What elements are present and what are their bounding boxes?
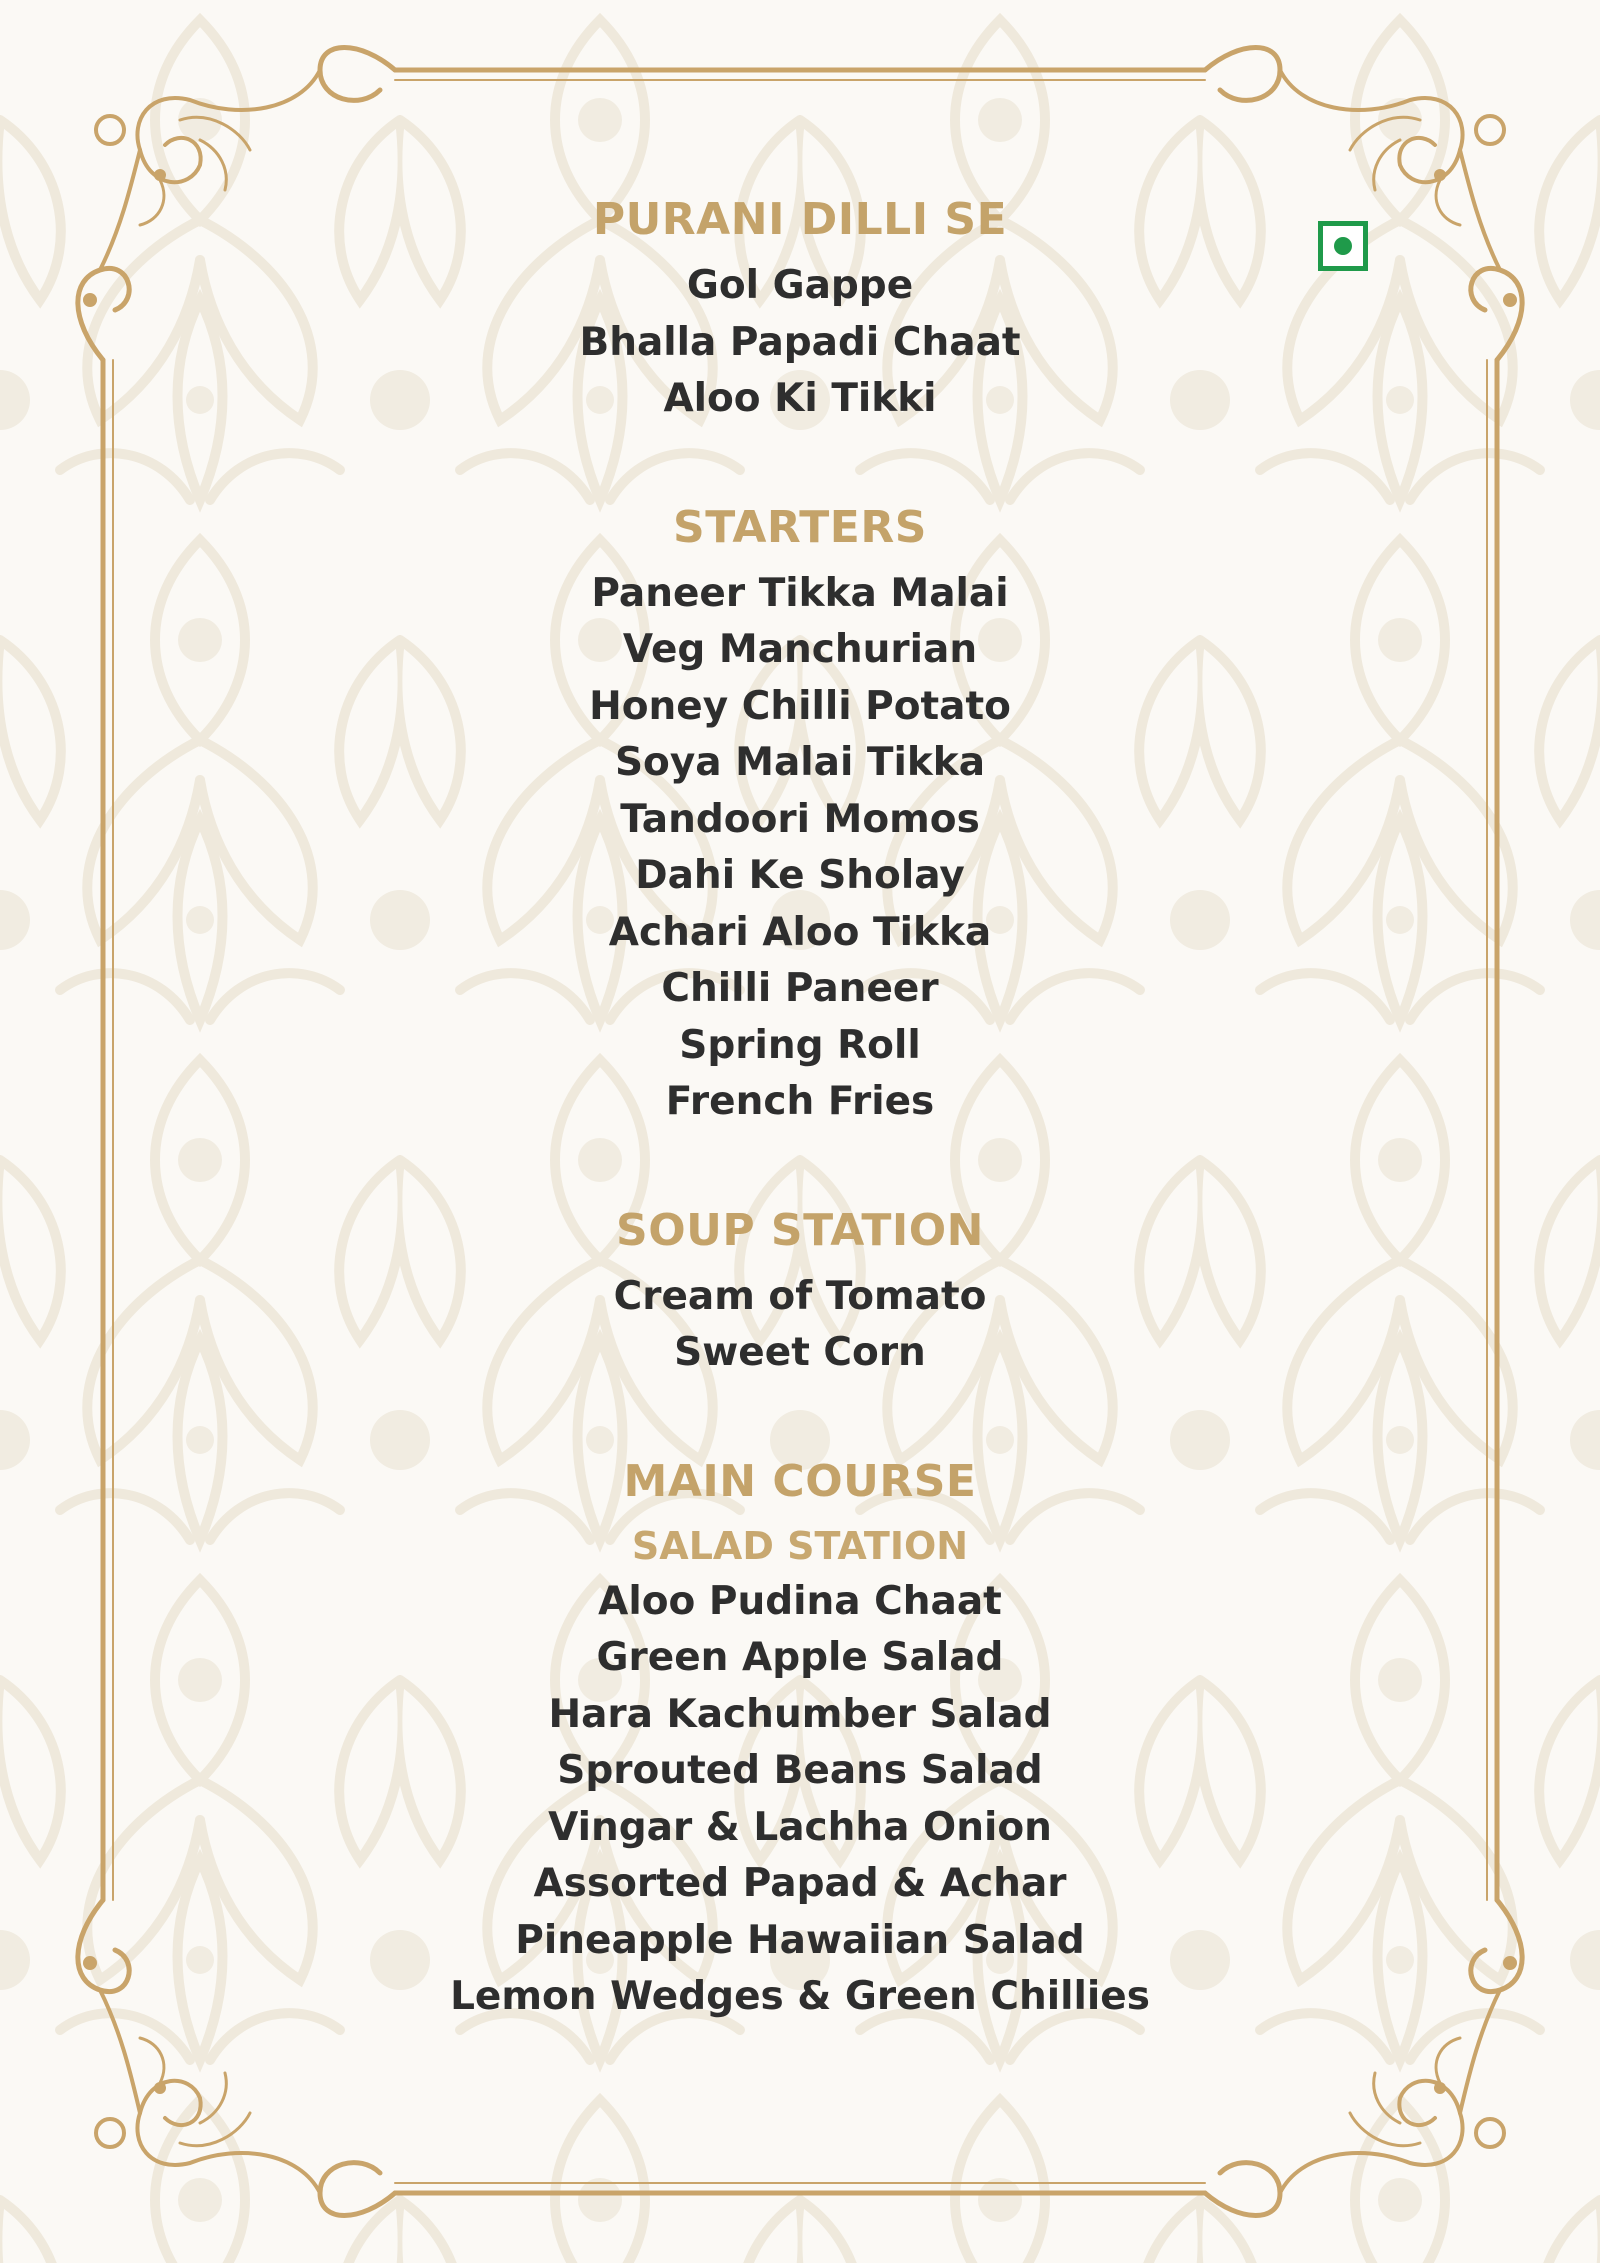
menu-item: Pineapple Hawaiian Salad bbox=[515, 1917, 1085, 1963]
menu-item: Chilli Paneer bbox=[661, 966, 939, 1011]
menu-item: Aloo Ki Tikki bbox=[663, 376, 937, 421]
section-spacer bbox=[300, 1382, 1300, 1452]
menu-item: Gol Gappe bbox=[686, 263, 914, 308]
section-title: SOUP STATION bbox=[616, 1204, 984, 1256]
section-spacer bbox=[300, 1131, 1300, 1201]
menu-item: Vingar & Lachha Onion bbox=[548, 1804, 1052, 1850]
menu-item: Assorted Papad & Achar bbox=[533, 1861, 1067, 1906]
item-list bbox=[300, 1574, 1300, 2026]
menu-item: Bhalla Papadi Chaat bbox=[579, 319, 1021, 365]
menu-item: Aloo Pudina Chaat bbox=[598, 1578, 1002, 1624]
menu-item: Hara Kachumber Salad bbox=[548, 1691, 1052, 1737]
section-title: STARTERS bbox=[673, 501, 927, 553]
menu-item: Spring Roll bbox=[679, 1022, 921, 1068]
menu-item: Cream of Tomato bbox=[613, 1273, 987, 1319]
subsection-title: SALAD STATION bbox=[631, 1523, 969, 1568]
menu-item: Dahi Ke Sholay bbox=[635, 853, 965, 898]
item-list bbox=[300, 566, 1300, 1131]
menu-item: Sweet Corn bbox=[674, 1330, 926, 1375]
menu-item: Tandoori Momos bbox=[620, 796, 980, 842]
menu-item: Green Apple Salad bbox=[596, 1635, 1004, 1680]
veg-dot bbox=[1334, 237, 1352, 255]
section-main-course bbox=[300, 1452, 1300, 2026]
menu-item: Lemon Wedges & Green Chillies bbox=[450, 1974, 1150, 2019]
section-title: MAIN COURSE bbox=[623, 1455, 977, 1507]
section-title: PURANI DILLI SE bbox=[592, 194, 1008, 245]
menu-item: French Fries bbox=[665, 1079, 935, 1124]
menu-item: Soya Malai Tikka bbox=[614, 740, 986, 785]
menu-item: Paneer Tikka Malai bbox=[591, 570, 1009, 616]
section-starters bbox=[300, 498, 1300, 1131]
veg-symbol-icon bbox=[1318, 221, 1368, 271]
menu-content bbox=[300, 190, 1300, 2026]
item-list bbox=[300, 1269, 1300, 1382]
menu-item: Achari Aloo Tikka bbox=[608, 909, 992, 955]
item-list bbox=[300, 258, 1300, 428]
menu-item: Veg Manchurian bbox=[622, 627, 978, 672]
menu-item: Honey Chilli Potato bbox=[589, 683, 1011, 729]
section-spacer bbox=[300, 428, 1300, 498]
menu-item: Sprouted Beans Salad bbox=[557, 1748, 1043, 1793]
section-soup-station bbox=[300, 1201, 1300, 1382]
section-purani-dilli-se bbox=[300, 190, 1300, 428]
